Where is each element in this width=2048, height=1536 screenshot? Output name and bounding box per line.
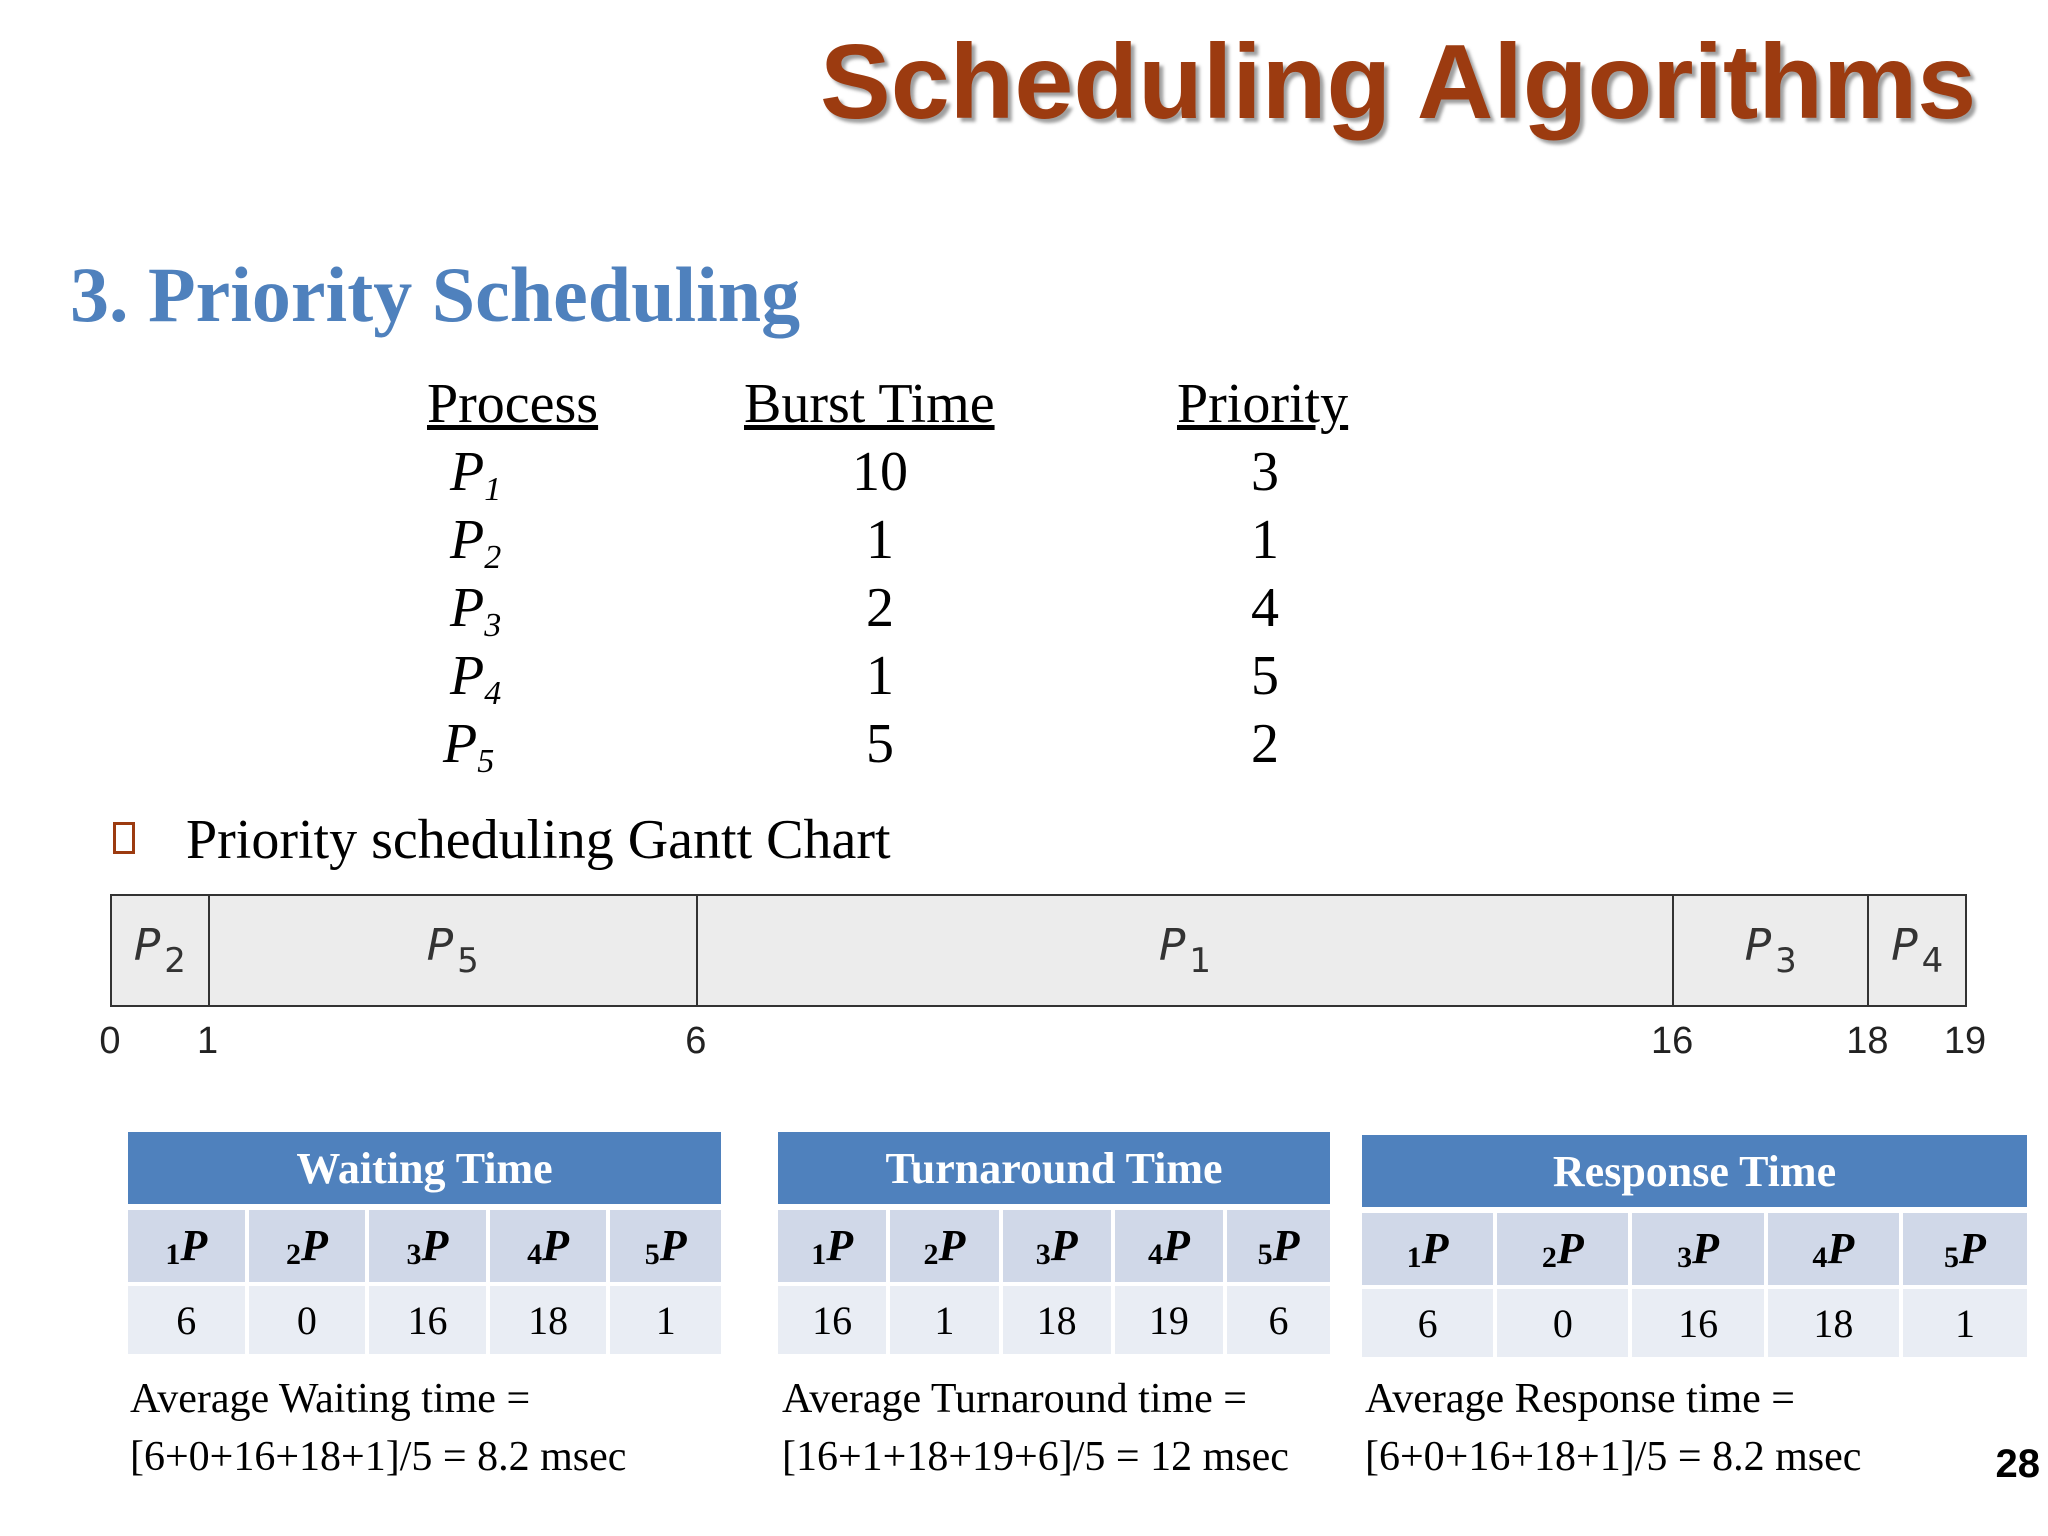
slide-title: Scheduling Algorithms (820, 23, 1977, 141)
process-header-cell: $_4$P (490, 1210, 611, 1286)
priority-cell: 1 (1251, 509, 1279, 571)
average-waiting-time (130, 1370, 626, 1486)
value-cell: 18 (490, 1286, 611, 1354)
value-cell: 6 (1362, 1289, 1497, 1357)
process-table (0, 372, 2048, 792)
value-cell: 0 (249, 1286, 370, 1354)
gantt-tick-label: 0 (99, 1020, 121, 1062)
burst-cell: 1 (866, 509, 894, 571)
gantt-bullet-text: Priority scheduling Gantt Chart (186, 809, 891, 871)
gantt-tick-label: 6 (685, 1020, 707, 1062)
value-cell: 0 (1497, 1289, 1632, 1357)
process-header-cell: $_1$P (128, 1210, 249, 1286)
value-cell: 16 (369, 1286, 490, 1354)
gantt-segment (1867, 894, 1967, 1007)
process-header-cell: $_4$P (1115, 1210, 1227, 1286)
average-turnaround-time (782, 1370, 1289, 1486)
priority-cell: 4 (1251, 577, 1279, 639)
process-cell: $P_3$ (450, 577, 502, 644)
process-cell: $P_2$ (450, 509, 502, 576)
response-time-table (1362, 1135, 2027, 1357)
value-cell: 16 (778, 1286, 890, 1354)
process-header-cell: $_5$P (610, 1210, 721, 1286)
value-cell: 1 (610, 1286, 721, 1354)
gantt-tick-label: 18 (1846, 1020, 1889, 1062)
value-cell: 18 (1003, 1286, 1115, 1354)
gantt-segment (208, 894, 698, 1007)
burst-cell: 5 (866, 713, 894, 775)
value-cell: 6 (128, 1286, 249, 1354)
gantt-tick-label: 16 (1650, 1020, 1694, 1062)
gantt-segment (1672, 894, 1869, 1007)
priority-cell: 2 (1251, 713, 1279, 775)
burst-cell: 2 (866, 577, 894, 639)
value-cell: 1 (890, 1286, 1002, 1354)
process-header-cell: $_3$P (369, 1210, 490, 1286)
header-priority: Priority (1177, 373, 1349, 435)
average-turnaround-label: Average Turnaround time = (782, 1376, 1247, 1422)
gantt-tick-label: 19 (1943, 1020, 1987, 1062)
process-header-cell: $_4$P (1768, 1213, 1903, 1289)
gantt-segment-label: P $_4$ (1891, 920, 1944, 981)
process-header-cell: $_3$P (1003, 1210, 1115, 1286)
average-response-formula: [6+0+16+18+1]/5 = 8.2 msec (1365, 1434, 1862, 1480)
average-turnaround-formula: [16+1+18+19+6]/5 = 12 msec (782, 1434, 1289, 1480)
average-waiting-label: Average Waiting time = (130, 1376, 531, 1422)
burst-cell: 10 (852, 441, 908, 503)
average-waiting-formula: [6+0+16+18+1]/5 = 8.2 msec (130, 1434, 627, 1480)
process-header-cell: $_2$P (249, 1210, 370, 1286)
process-header-cell: $_2$P (1497, 1213, 1632, 1289)
turnaround-time-table (778, 1132, 1330, 1354)
gantt-segment-label: P $_3$ (1744, 920, 1797, 981)
process-header-cell: $_2$P (890, 1210, 1002, 1286)
gantt-chart (110, 894, 1965, 1007)
header-process: Process (427, 373, 599, 435)
section-heading: 3. Priority Scheduling (70, 251, 801, 338)
waiting-time-table (128, 1132, 721, 1354)
process-cell: $P_5$ (443, 713, 495, 780)
gantt-segment (696, 894, 1674, 1007)
average-response-time (1365, 1370, 1861, 1486)
value-cell: 6 (1227, 1286, 1330, 1354)
response-time-title: Response Time (1362, 1135, 2027, 1213)
value-cell: 16 (1632, 1289, 1767, 1357)
process-header-cell: $_5$P (1903, 1213, 2027, 1289)
value-cell: 18 (1768, 1289, 1903, 1357)
gantt-tick-label: 1 (197, 1020, 219, 1062)
value-cell: 19 (1115, 1286, 1227, 1354)
process-cell: $P_1$ (450, 441, 502, 508)
process-header-cell: $_1$P (778, 1210, 890, 1286)
gantt-segment (110, 894, 210, 1007)
value-cell: 1 (1903, 1289, 2027, 1357)
bullet-square-icon (113, 822, 135, 854)
priority-cell: 5 (1251, 645, 1279, 707)
gantt-segment-label: P $_2$ (133, 920, 186, 981)
process-header-cell: $_1$P (1362, 1213, 1497, 1289)
header-burst-time: Burst Time (744, 373, 995, 435)
turnaround-time-title: Turnaround Time (778, 1132, 1330, 1210)
gantt-segment-label: P $_1$ (1158, 920, 1212, 981)
process-cell: $P_4$ (450, 645, 502, 712)
priority-cell: 3 (1251, 441, 1279, 503)
average-response-label: Average Response time = (1365, 1376, 1795, 1422)
page-number: 28 (1995, 1442, 2040, 1486)
burst-cell: 1 (866, 645, 894, 707)
process-header-cell: $_5$P (1227, 1210, 1330, 1286)
gantt-segment-label: P $_5$ (426, 920, 479, 981)
process-header-cell: $_3$P (1632, 1213, 1767, 1289)
waiting-time-title: Waiting Time (128, 1132, 721, 1210)
